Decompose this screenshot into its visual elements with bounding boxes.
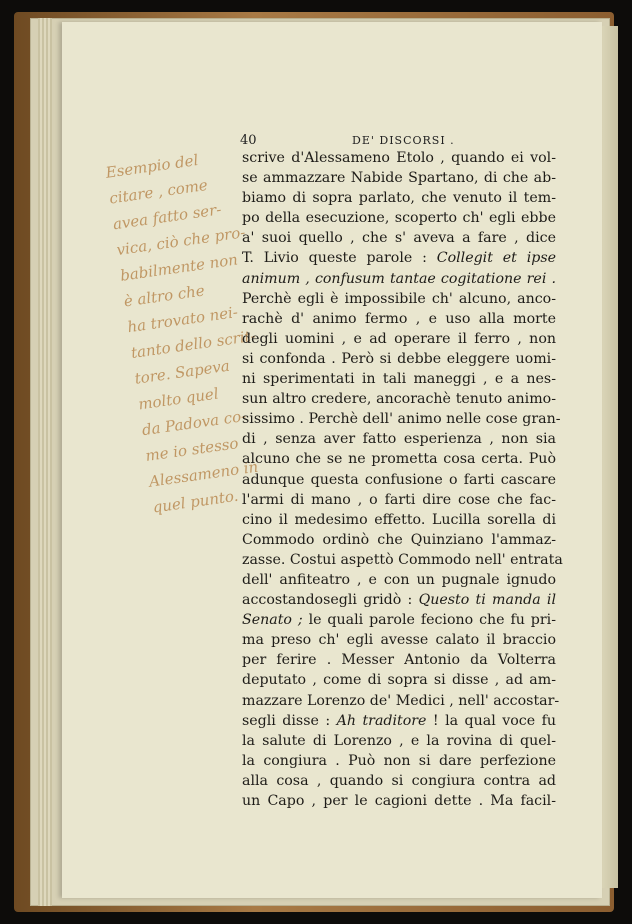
text-segment: sun altro credere, ancorachè tenuto animo- <box>242 391 556 408</box>
text-line <box>242 389 556 409</box>
text-segment: mazzare Lorenzo de' Medici , nell' accostar- <box>242 692 560 709</box>
page-edge <box>600 26 618 888</box>
marginalia-line: tore. Sapeva <box>133 356 231 388</box>
text-line <box>242 751 556 771</box>
text-segment: ! la qual voce fu <box>426 712 556 729</box>
text-segment: ma preso ch' egli avesse calato il braccio <box>242 632 556 649</box>
text-line <box>242 490 556 510</box>
text-line <box>242 510 556 530</box>
text-line <box>242 329 556 349</box>
text-segment: le quali parole feciono che fu pri- <box>302 612 556 629</box>
text-segment: la congiura . Può non si dare perfezione <box>242 752 556 769</box>
text-line <box>242 289 556 309</box>
text-segment: l'armi di mano , o farti dire cose che fac- <box>242 491 556 508</box>
text-line <box>242 670 556 690</box>
marginalia-line: tanto dello scrit- <box>129 326 257 363</box>
text-segment: zasse. Costui aspettò Commodo nell' entrata <box>242 551 563 568</box>
page-number: 40 <box>240 133 257 148</box>
marginalia-line: molto quel <box>137 384 220 414</box>
text-line <box>242 550 563 570</box>
text-line <box>242 409 561 429</box>
text-segment: scrive d'Alessameno Etolo , quando ei vol- <box>242 150 556 166</box>
text-line <box>242 269 556 289</box>
text-line <box>242 248 556 268</box>
text-line <box>242 168 556 188</box>
text-line <box>242 731 556 751</box>
marginalia-line: Esempio del <box>104 150 200 182</box>
text-segment: per ferire . Messer Antonio da Volterra <box>242 652 556 669</box>
text-line <box>242 208 556 228</box>
text-line <box>242 630 556 650</box>
text-line <box>242 530 556 550</box>
text-segment: dell' anfiteatro , e con un pugnale ignudo <box>242 571 556 588</box>
text-line <box>242 309 556 329</box>
text-segment: a' suoi quello , che s' aveva a fare , dice <box>242 230 556 247</box>
text-segment: deputato , come di sopra si disse , ad am- <box>242 672 556 689</box>
text-segment: di , senza aver fatto esperienza , non sia <box>242 431 556 448</box>
text-segment: segli disse : <box>242 712 337 729</box>
text-segment: accostandosegli gridò : <box>242 592 419 609</box>
marginalia-line: ha trovato nei- <box>126 302 239 337</box>
body-text <box>242 148 563 811</box>
text-segment: si confonda . Però si debbe eleggere uomi- <box>242 350 556 367</box>
text-segment: Commodo ordinò che Quinziano l'ammaz- <box>242 531 556 548</box>
text-line <box>242 349 556 369</box>
text-line <box>242 590 556 610</box>
text-segment: la salute di Lorenzo , e la rovina di quel- <box>242 732 556 749</box>
text-line <box>242 771 556 791</box>
text-line <box>242 610 556 630</box>
text-line <box>242 369 556 389</box>
text-line <box>242 188 556 208</box>
text-segment: sissimo . Perchè dell' animo nelle cose gran- <box>242 411 561 428</box>
marginalia-line: babilmente non <box>119 250 239 285</box>
text-segment: alcuno che se ne prometta cosa certa. Può <box>242 451 556 468</box>
text-segment: se ammazzare Nabide Spartano, di che ab- <box>242 170 556 187</box>
running-title: DE' DISCORSI . <box>352 134 455 147</box>
italic-quote: Collegit et ipse <box>436 250 557 267</box>
text-line <box>242 470 556 490</box>
text-line <box>242 791 556 811</box>
marginalia-line: quel punto. <box>151 486 240 517</box>
marginalia-line: avea fatto ser- <box>111 200 223 234</box>
text-line <box>242 691 560 711</box>
marginalia-line: vica, ciò che pro- <box>115 223 247 260</box>
text-segment: po della esecuzione, scoperto ch' egli ebbe <box>242 210 556 227</box>
marginalia-line: citare , come <box>108 175 209 208</box>
marginalia-line: Alessameno in <box>147 457 260 491</box>
text-line <box>242 449 556 469</box>
text-segment: cino il medesimo effetto. Lucilla sorella di <box>242 511 556 528</box>
italic-quote: Ah traditore <box>336 712 427 729</box>
text-line <box>242 148 556 168</box>
text-line <box>242 228 556 248</box>
text-segment: alla cosa , quando si congiura contra ad <box>242 772 556 789</box>
text-segment: Perchè egli è impossibile ch' alcuno, anco- <box>242 290 556 307</box>
text-line <box>242 570 556 590</box>
text-segment: rachè d' animo fermo , e uso alla morte <box>242 310 556 327</box>
marginalia-line: me io stesso <box>144 434 240 466</box>
text-segment: degli uomini , e ad operare il ferro , non <box>242 330 556 347</box>
marginalia-line: da Padova co- <box>140 406 248 440</box>
text-segment: T. Livio queste parole : <box>242 250 437 267</box>
text-line <box>242 429 556 449</box>
text-segment: un Capo , per le cagioni dette . Ma facil- <box>242 793 556 809</box>
text-segment: biamo di sopra parlato, che venuto il tem- <box>242 190 556 207</box>
marginalia-line: è altro che <box>122 281 206 311</box>
italic-quote: animum , confusum tantae cogitatione rei . <box>242 270 556 287</box>
text-segment: adunque questa confusione o farti cascare <box>242 471 556 488</box>
text-segment: ni sperimentati in tali maneggi , e a nes- <box>242 371 556 388</box>
text-line <box>242 650 556 670</box>
italic-quote: Senato ; <box>242 612 303 629</box>
italic-quote: Questo ti manda il <box>418 592 557 609</box>
text-line <box>242 711 556 731</box>
